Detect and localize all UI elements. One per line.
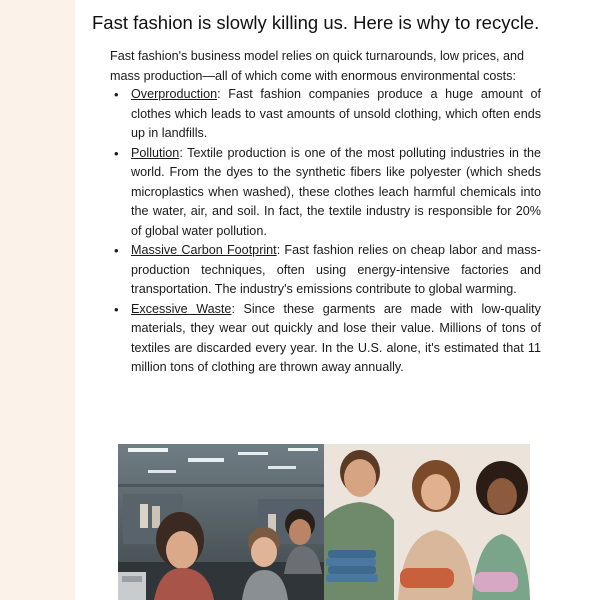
page-title: Fast fashion is slowly killing us. Here is why to recycle. <box>92 12 540 33</box>
intro-paragraph: Fast fashion's business model relies on quick turnarounds, low prices, and mass production—all of which come with enormous environmental costs: <box>110 49 525 83</box>
factory-workers-photo <box>118 444 324 600</box>
list-item <box>110 85 541 144</box>
bullet-term: Massive Carbon Footprint <box>131 243 277 257</box>
document-content <box>75 0 600 600</box>
bullet-text: : Fast fashion relies on cheap labor and mass-production techniques, often using energy-intensive factories and transportation. The industry's emissions contribute to global warming. <box>131 243 541 296</box>
bullet-text: : Since these garments are made with low-quality materials, they wear out quickly and lose their value. Millions of tons of textiles are discarded every year. In the U.S. alone, it's estimated that 11 million tons of clothing are thrown away annually. <box>131 301 541 374</box>
bullet-term: Pollution <box>131 145 180 160</box>
bullet-term: Excessive Waste <box>131 301 232 316</box>
bullet-text: : Textile production is one of the most polluting industries in the world. From the dyes to the synthetic fibers like polyester (which sheds microplastics when washed), these clothes leach harmful chemicals into the water, air, and soil. In fact, the textile industry is responsible for 20% of global water pollution. <box>131 145 541 238</box>
list-item <box>110 144 541 242</box>
people-holding-clothes-photo <box>324 444 530 600</box>
reasons-list <box>110 85 541 378</box>
bullet-term: Overproduction <box>131 87 218 101</box>
bullet-text: : Fast fashion companies produce a huge amount of clothes which leads to vast amounts of unsold clothing, which often ends up in landfills. <box>131 87 541 140</box>
list-item <box>110 241 541 300</box>
list-item <box>110 300 541 378</box>
page-sidebar-band <box>0 0 75 600</box>
